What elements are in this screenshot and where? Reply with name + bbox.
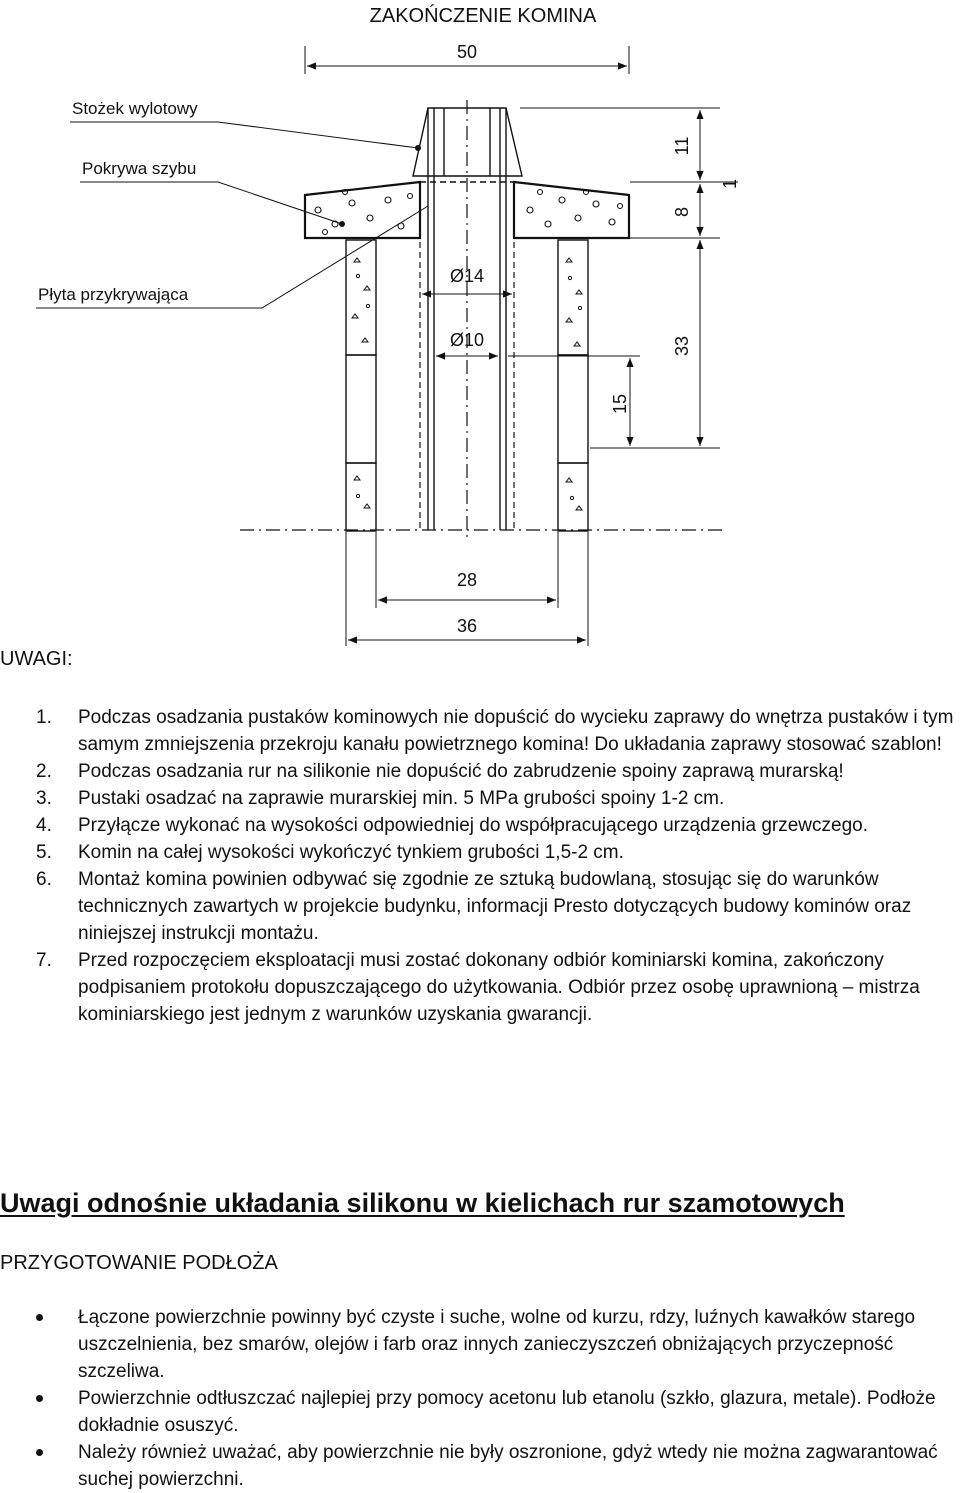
dimension-width-top-label: 50 — [456, 42, 478, 62]
dimension-dia-outer-label: Ø14 — [449, 266, 485, 286]
dimension-inner-width: 28 — [456, 570, 478, 590]
note-text: Podczas osadzania rur na silikonie nie dopuścić do zabrudzenie spoiny zaprawą murarską! — [78, 761, 844, 782]
surface-prep-list — [36, 1304, 956, 1493]
note-text: Montaż komina powinien odbywać się zgodnie ze sztuką budowlaną, stosując się do warunków technicznych zawartych w projekcie budynku, informacji Presto dotyczących budowy kominów oraz niniejszej instrukcji montażu. — [78, 869, 912, 944]
note-item — [36, 758, 956, 785]
bullet-icon — [36, 1314, 43, 1321]
flue-liner — [420, 100, 514, 540]
label-cone-text: Stożek wylotowy — [72, 99, 198, 118]
note-number: 4. — [36, 815, 52, 836]
dimension-gap: 1 — [720, 178, 740, 190]
dimension-bottom-widths — [346, 532, 588, 646]
bullet-icon — [36, 1395, 43, 1402]
note-item — [36, 839, 956, 866]
chimney-termination-diagram — [0, 0, 960, 650]
dimension-width-top — [305, 42, 629, 74]
note-item — [36, 812, 956, 839]
prep-item — [36, 1385, 956, 1439]
note-item — [36, 785, 956, 812]
dimension-cone-height: 11 — [672, 136, 692, 156]
prep-text: Należy również uważać, aby powierzchnie nie były oszronione, gdyż wtedy nie można zagwarantować suchej powierzchni. — [78, 1442, 938, 1490]
prep-text: Powierzchnie odtłuszczać najlepiej przy pomocy acetonu lub etanolu (szkło, glazura, metale). Podłoże dokładnie osuszyć. — [78, 1388, 936, 1436]
note-number: 5. — [36, 842, 52, 863]
note-text: Przed rozpoczęciem eksploatacji musi zostać dokonany odbiór kominiarski komina, zakończony podpisaniem protokołu dopuszczającego do użytkowania. Odbiór przez osobę uprawnioną – mistrza kominiarskiego jest jednym z warunków uzyskania gwarancji. — [78, 950, 920, 1025]
note-item — [36, 866, 956, 947]
surface-prep-heading: PRZYGOTOWANIE PODŁOŻA — [0, 1252, 278, 1274]
note-item — [36, 704, 956, 758]
diagram-title: ZAKOŃCZENIE KOMINA — [369, 5, 597, 27]
dimension-outer-width: 36 — [456, 616, 478, 636]
note-text: Komin na całej wysokości wykończyć tynkiem grubości 1,5-2 cm. — [78, 842, 624, 863]
bullet-icon — [36, 1449, 43, 1456]
dimension-vertical-right — [508, 108, 740, 448]
prep-item — [36, 1304, 956, 1385]
dimension-pipe-height: 15 — [610, 393, 630, 415]
notes-heading: UWAGI: — [0, 648, 73, 670]
notes-list — [36, 704, 956, 1028]
note-item — [36, 947, 956, 1028]
note-text: Przyłącze wykonać na wysokości odpowiedniej do współpracującego urządzenia grzewczego. — [78, 815, 868, 836]
silicone-section-heading: Uwagi odnośnie układania silikonu w kielichach rur szamotowych — [0, 1188, 845, 1218]
prep-item — [36, 1439, 956, 1493]
dimension-plate-height: 8 — [672, 206, 692, 218]
dimension-block-height: 33 — [672, 335, 692, 357]
dimension-dia-inner-label: Ø10 — [449, 330, 485, 350]
label-cone — [70, 99, 421, 151]
note-number: 1. — [36, 707, 52, 728]
note-number: 3. — [36, 788, 52, 809]
dimension-dia-inner — [436, 330, 498, 356]
prep-text: Łączone powierzchnie powinny być czyste i suche, wolne od kurzu, rdzy, luźnych kawałków starego uszczelnienia, bez smarów, olejów i farb oraz innych zanieczyszczeń obniżających przyczepność szczeliwa. — [78, 1307, 916, 1382]
note-number: 2. — [36, 761, 52, 782]
label-cover-text: Pokrywa szybu — [82, 159, 197, 178]
note-text: Podczas osadzania pustaków kominowych nie dopuścić do wycieku zaprawy do wnętrza pustaków i tym samym zmniejszenia przekroju kanału powietrznego komina! Do układania zaprawy stosować szablon! — [78, 707, 954, 755]
note-text: Pustaki osadzać na zaprawie murarskiej min. 5 MPa grubości spoiny 1-2 cm. — [78, 788, 725, 809]
note-number: 7. — [36, 950, 52, 971]
note-number: 6. — [36, 869, 52, 890]
label-plate-text: Płyta przykrywająca — [38, 285, 189, 304]
